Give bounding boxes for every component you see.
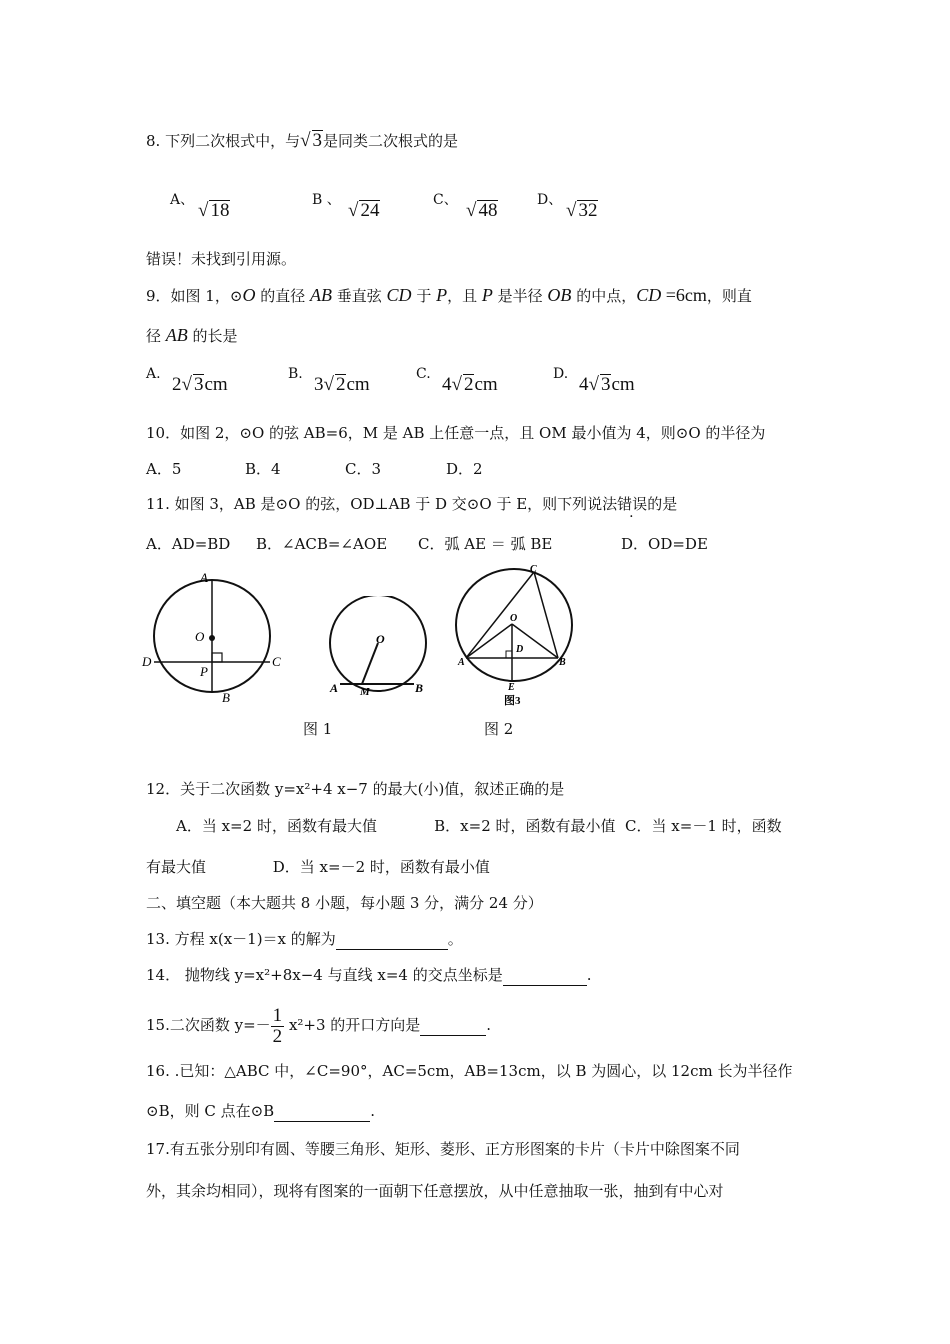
fig2-label-m: M: [360, 686, 370, 698]
q9-option-b-value: 3√ 2cm: [314, 374, 370, 395]
answer-blank[interactable]: [420, 1015, 486, 1036]
fig1-caption: 图 1: [303, 720, 333, 738]
fig1-label-c: C: [272, 654, 281, 669]
fig2-caption: 图 2: [484, 720, 514, 738]
q15: 15.二次函数 y=－ $\frac{1}{2}$ x²+3 的开口方向是 .: [146, 1004, 492, 1047]
q8-stem-post: 是同类二次根式的是: [323, 132, 459, 150]
fig2-segment-om: [362, 643, 378, 684]
fig3-label-c: C: [530, 564, 537, 575]
answer-blank[interactable]: [274, 1101, 370, 1122]
fig2-label-a: A: [330, 681, 339, 695]
fig1-label-a: A: [200, 570, 208, 585]
answer-blank[interactable]: [336, 929, 448, 950]
q11-option-d: D．OD=DE: [621, 535, 708, 553]
fig1-label-p: P: [200, 664, 208, 679]
fig3-label-e: E: [508, 682, 515, 693]
q12-stem: 12．关于二次函数 y=x²+4 x−7 的最大(小)值，叙述正确的是: [146, 780, 565, 798]
q9-option-b-label: B.: [288, 366, 303, 382]
fig3-caption: 图3: [504, 695, 521, 707]
q9-stem-line1: 9．如图 1，⊙O 的直径 AB 垂直弦 CD 于 P，且 P 是半径 OB 的中点，CD =6cm，则直: [146, 285, 752, 305]
q8-option-a-value: √ 18: [198, 200, 230, 221]
q10-stem: 10．如图 2，⊙O 的弦 AB=6，M 是 AB 上任意一点，且 OM 最小值为 4，则⊙O 的半径为: [146, 424, 766, 442]
fig3-label-b: B: [559, 657, 566, 668]
q8-option-d: D、: [537, 192, 563, 208]
fig3-line-ac: [466, 572, 534, 658]
q16-line1: 16. .已知：△ABC 中，∠C=90°，AC=5cm，AB=13cm，以 B 为圆心，以 12cm 长为半径作: [146, 1062, 793, 1080]
fig3-label-o: O: [510, 613, 518, 624]
q8-option-c: C、: [433, 192, 458, 208]
q14: 14． 抛物线 y=x²+8x−4 与直线 x=4 的交点坐标是 .: [146, 966, 592, 984]
figure-3-diagram: [450, 562, 580, 712]
q11-stem: 11. 如图 3，AB 是⊙O 的弦，OD⊥AB 于 D 交⊙O 于 E，则下列说法错误的是: [146, 495, 678, 513]
q9-stem-line2: 径 AB 的长是: [146, 325, 238, 345]
q9-option-c-value: 4√ 2cm: [442, 374, 498, 395]
q10-option-b: B．4: [245, 460, 281, 478]
figure-1-diagram: [140, 568, 290, 708]
q10-option-a: A．5: [146, 460, 182, 478]
fig3-label-a: A: [458, 657, 465, 668]
fig1-right-angle: [212, 653, 222, 662]
q10-option-c: C．3: [345, 460, 382, 478]
q12-options-line2: 有最大值 D．当 x=－2 时，函数有最小值: [146, 858, 490, 876]
q8-option-d-value: √ 32: [566, 200, 598, 221]
q10-option-d: D．2: [446, 460, 483, 478]
q9-option-d-value: 4√ 3cm: [579, 374, 635, 395]
fig1-center-dot: [209, 635, 215, 641]
q17-line2: 外，其余均相同），现将有图案的一面朝下任意摆放，从中任意抽取一张，抽到有中心对: [146, 1182, 724, 1200]
q12-options-line1: A．当 x=2 时，函数有最大值 B．x=2 时，函数有最小值 C．当 x=－1 时，函数: [176, 817, 782, 835]
q8-stem: [146, 130, 458, 151]
fig1-label-d: D: [142, 654, 152, 669]
emphasis-mark: 错误: [617, 495, 648, 513]
q11-option-c: C．弧 AE ＝ 弧 BE: [418, 535, 553, 553]
q9-option-d-label: D.: [553, 366, 569, 382]
fig1-label-b: B: [222, 690, 230, 705]
q8-option-b: B 、: [312, 192, 341, 208]
q13: 13. 方程 x(x－1)＝x 的解为 。: [146, 930, 463, 948]
q17-line1: 17.有五张分别印有圆、等腰三角形、矩形、菱形、正方形图案的卡片（卡片中除图案不同: [146, 1140, 740, 1158]
figure-2-diagram: [322, 596, 442, 701]
q16-line2: ⊙B，则 C 点在⊙B .: [146, 1102, 375, 1120]
q8-option-a: A、: [170, 192, 195, 208]
error-message: 错误！未找到引用源。: [146, 250, 297, 268]
section-heading: 二、填空题（本大题共 8 小题，每小题 3 分，满分 24 分）: [146, 894, 543, 912]
fraction: $\frac{1}{2}$: [272, 1004, 283, 1047]
fig2-label-o: O: [376, 632, 385, 646]
answer-blank[interactable]: [503, 965, 587, 986]
q8-stem-pre: 8. 下列二次根式中，与: [146, 132, 301, 150]
fig3-label-d: D: [516, 644, 524, 655]
q8-option-c-value: √ 48: [466, 200, 498, 221]
fig3-right-angle: [506, 651, 512, 658]
q9-option-c-label: C.: [416, 366, 431, 382]
q11-option-a: A．AD=BD: [146, 535, 231, 553]
fig2-label-b: B: [415, 681, 424, 695]
sqrt-symbol: √ 3: [300, 130, 323, 151]
fig1-label-o: O: [195, 629, 205, 644]
q8-option-b-value: √ 24: [348, 200, 380, 221]
q9-option-a-value: 2√ 3cm: [172, 374, 228, 395]
q11-option-b: B．∠ACB=∠AOE: [256, 535, 388, 553]
q9-option-a-label: A.: [146, 366, 161, 382]
